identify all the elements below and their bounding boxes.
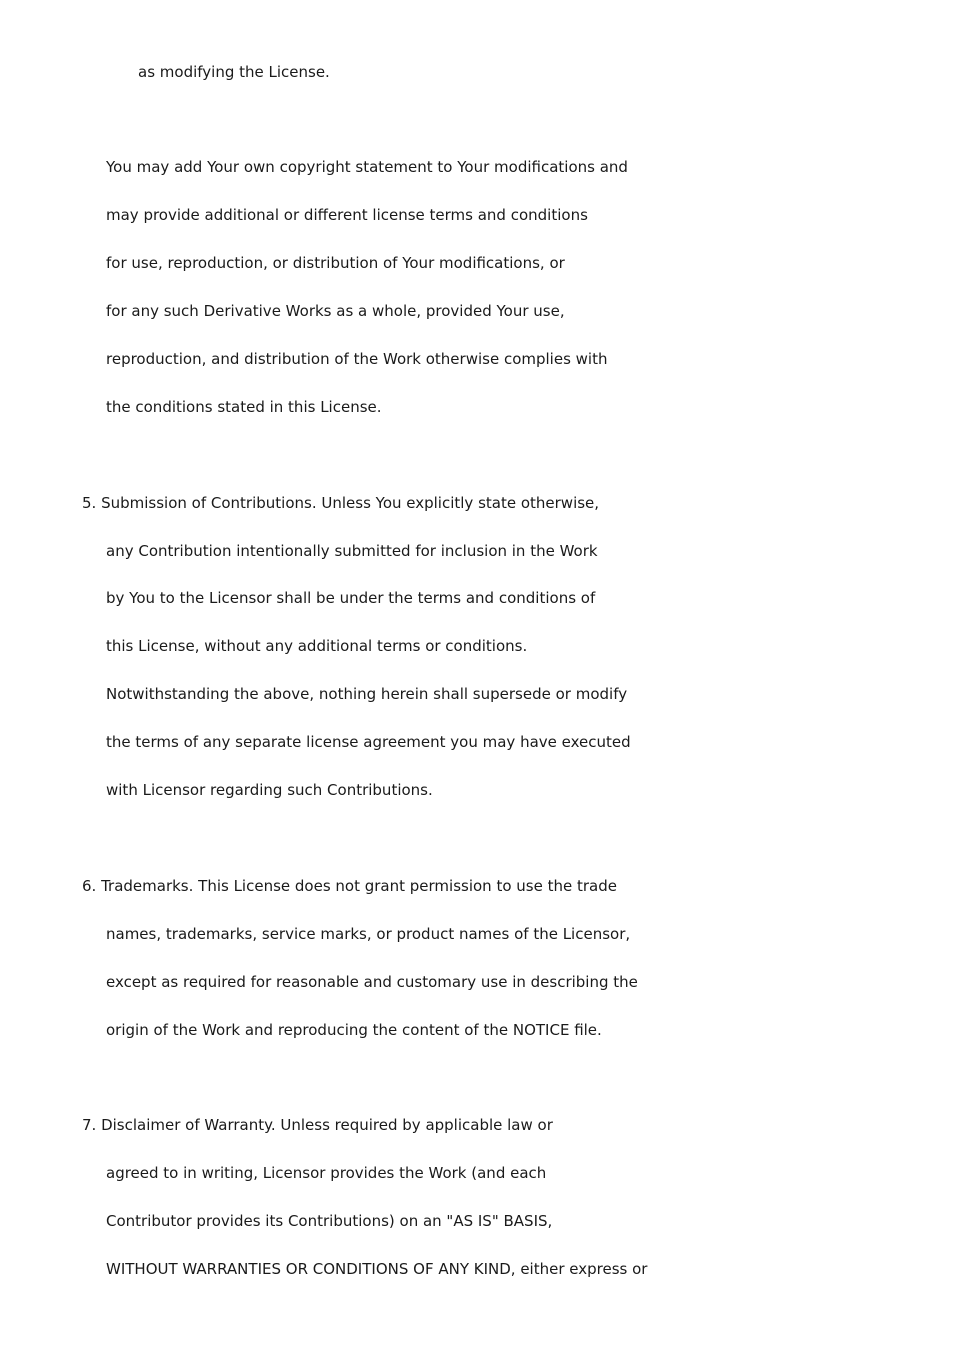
section-line: agreed to in writing, Licensor provides the Work (and each [106, 1164, 547, 1182]
section-line: with Licensor regarding such Contributions. [106, 781, 433, 799]
paragraph-line: You may add Your own copyright statement to Your modifications and [106, 158, 628, 176]
paragraph-line: reproduction, and distribution of the Work otherwise complies with [106, 350, 608, 368]
section-line: Contributor provides its Contributions) on an "AS IS" BASIS, [106, 1212, 553, 1230]
section-line: the terms of any separate license agreement you may have executed [106, 733, 631, 751]
paragraph-line: may provide additional or different license terms and conditions [106, 206, 588, 224]
section-line: except as required for reasonable and customary use in describing the [106, 973, 638, 991]
section-line: names, trademarks, service marks, or product names of the Licensor, [106, 925, 631, 943]
paragraph-line: for use, reproduction, or distribution of Your modifications, or [106, 254, 565, 272]
section-line: WITHOUT WARRANTIES OR CONDITIONS OF ANY KIND, either express or [106, 1260, 648, 1278]
section-line: Notwithstanding the above, nothing herein shall supersede or modify [106, 685, 628, 703]
section-line: this License, without any additional terms or conditions. [106, 637, 528, 655]
section-heading: 5. Submission of Contributions. Unless You explicitly state otherwise, [82, 494, 600, 512]
paragraph-line: for any such Derivative Works as a whole, provided Your use, [106, 302, 565, 320]
section-line: any Contribution intentionally submitted for inclusion in the Work [106, 542, 598, 560]
section-heading: 6. Trademarks. This License does not grant permission to use the trade [82, 877, 617, 895]
section-heading: 7. Disclaimer of Warranty. Unless required by applicable law or [82, 1116, 553, 1134]
section-line: origin of the Work and reproducing the content of the NOTICE file. [106, 1021, 602, 1039]
paragraph-line: the conditions stated in this License. [106, 398, 382, 416]
continuation-line: as modifying the License. [138, 63, 330, 81]
section-line: by You to the Licensor shall be under the terms and conditions of [106, 589, 596, 607]
